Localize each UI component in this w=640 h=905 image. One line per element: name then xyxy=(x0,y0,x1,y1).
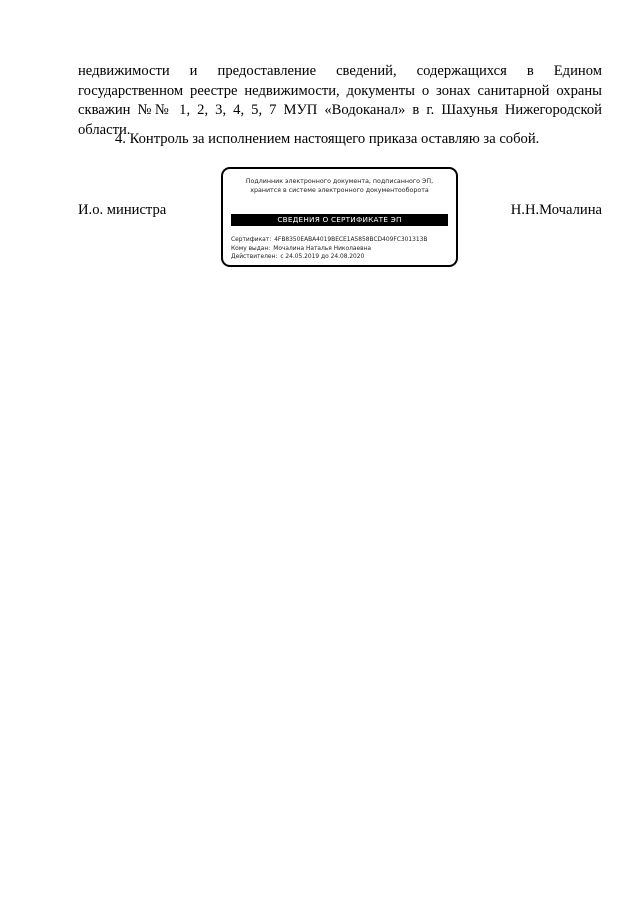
paragraph-line: государственном реестре недвижимости, документы о зонах санитарной охраны xyxy=(78,82,602,99)
certificate-value: 4FB8350EABA4019BECE1A5858BCD409FC301313B xyxy=(274,237,428,243)
stamp-details xyxy=(231,236,427,262)
paragraph-line: недвижимости и предоставление сведений, содержащихся в Едином xyxy=(78,63,602,79)
paragraph-line: скважин №№ 1, 2, 3, 4, 5, 7 МУП «Водоканал» в г. Шахунья Нижегородской xyxy=(78,102,602,118)
stamp-note xyxy=(223,177,456,195)
validity-value: с 24.05.2019 до 24.08.2020 xyxy=(280,254,365,260)
validity-label: Действителен: xyxy=(231,254,278,260)
certificate-label: Сертификат: xyxy=(231,237,272,243)
paragraph-control-clause: 4. Контроль за исполнением настоящего приказа оставляю за собой. xyxy=(115,131,540,147)
paragraph-object-info xyxy=(78,62,602,140)
electronic-signature-stamp xyxy=(221,167,458,267)
signatory-name: Н.Н.Мочалина xyxy=(510,202,602,218)
signatory-role: И.о. министра xyxy=(78,202,167,218)
stamp-title: СВЕДЕНИЯ О СЕРТИФИКАТЕ ЭП xyxy=(231,214,448,226)
stamp-note-line: хранится в системе электронного документооборота xyxy=(250,187,429,194)
stamp-note-line: Подлинник электронного документа, подписанного ЭП, xyxy=(245,178,434,185)
issued-to-label: Кому выдан: xyxy=(231,245,271,252)
paragraph-line: области. xyxy=(78,121,131,138)
issued-to-value: Мочалина Наталья Николаевна xyxy=(273,245,372,252)
validity-row xyxy=(231,253,427,262)
issued-to-row xyxy=(231,245,427,254)
certificate-row xyxy=(231,236,427,245)
